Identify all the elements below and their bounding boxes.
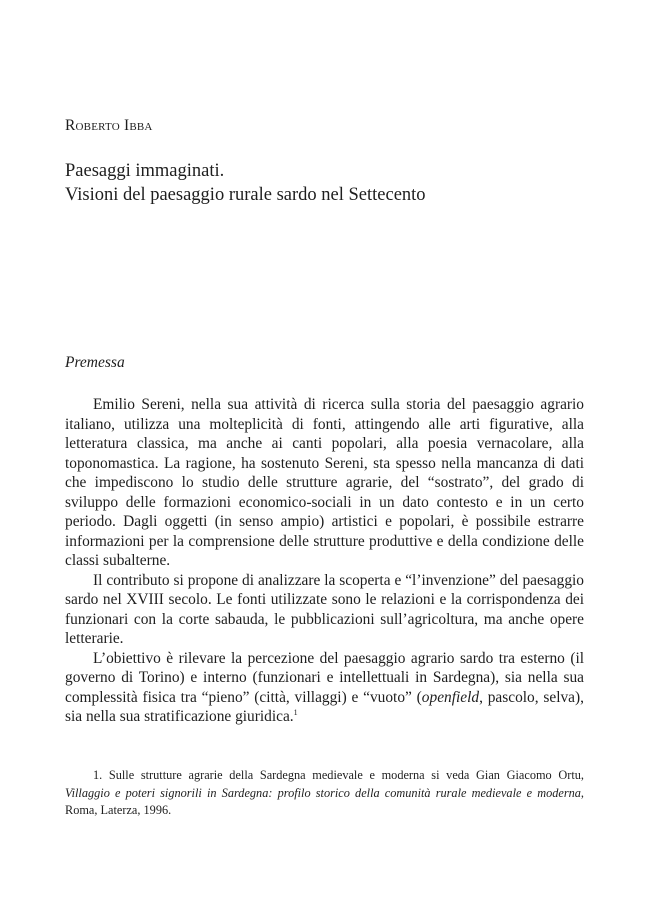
body-text: [65, 395, 584, 727]
author-name: Roberto Ibba: [65, 117, 153, 134]
title-line-1: Paesaggi immaginati.: [65, 161, 225, 181]
footnotes: [65, 767, 584, 820]
footnote-reference[interactable]: 1: [293, 707, 298, 717]
paragraph-3: [65, 649, 584, 727]
paragraph-1: [65, 395, 584, 571]
footnote-1-text-end: , Roma, Laterza, 1996.: [65, 785, 584, 817]
paragraph-3-text-start: L’obiettivo è rilevare la percezione del paesaggio agrario sardo tra esterno (il governo di Torino) e interno (funzionari e intellettuali in Sardegna), sia nella sua complessità fisica tra “pieno” (città, villaggi) e “vuoto” (: [65, 649, 584, 706]
footnote-1: [65, 767, 584, 820]
section-heading: Premessa: [65, 354, 125, 371]
paragraph-2: [65, 571, 584, 649]
paragraph-3-italic-term: openfield: [421, 688, 480, 706]
paragraph-2-text: Il contributo si propone di analizzare la scoperta e “l’invenzione” del paesaggio sardo nel XVIII secolo. Le fonti utilizzate sono le relazioni e la corrispondenza dei funzionari con la corte sabauda, le pubblicazioni sull’agricoltura, ma anche opere letterarie.: [65, 571, 584, 647]
paragraph-3-text-end: , pascolo, selva), sia nella sua stratificazione giuridica.: [65, 688, 584, 725]
paragraph-1-text: Emilio Sereni, nella sua attività di ricerca sulla storia del paesaggio agrario italiano, utilizza una molteplicità di fonti, attingendo alle arti figurative, alla letteratura classica, ma anche ai canti popolari, alla poesia vernacolare, alla toponomastica. La ragione, ha sostenuto Sereni, sta spesso nella mancanza di dati che impediscono lo studio delle strutture agrarie, del “sostrato”, del grado di sviluppo delle formazioni economico-sociali in un dato contesto e in un certo periodo. Dagli oggetti (in senso ampio) artistici e popolari, è possibile estrarre informazioni per la comprensione delle strutture produttive e della condizione delle classi subalterne.: [65, 396, 584, 569]
paper-page: [65, 0, 589, 910]
footnote-1-book-title: Villaggio e poteri signorili in Sardegna: profilo storico della comunità rurale medievale e moderna: [65, 785, 581, 800]
footnote-1-text-start: 1. Sulle strutture agrarie della Sardegna medievale e moderna si veda Gian Giacomo Ortu,: [93, 768, 584, 782]
article-title: [65, 159, 426, 207]
title-line-2: Visioni del paesaggio rurale sardo nel Settecento: [65, 185, 426, 205]
